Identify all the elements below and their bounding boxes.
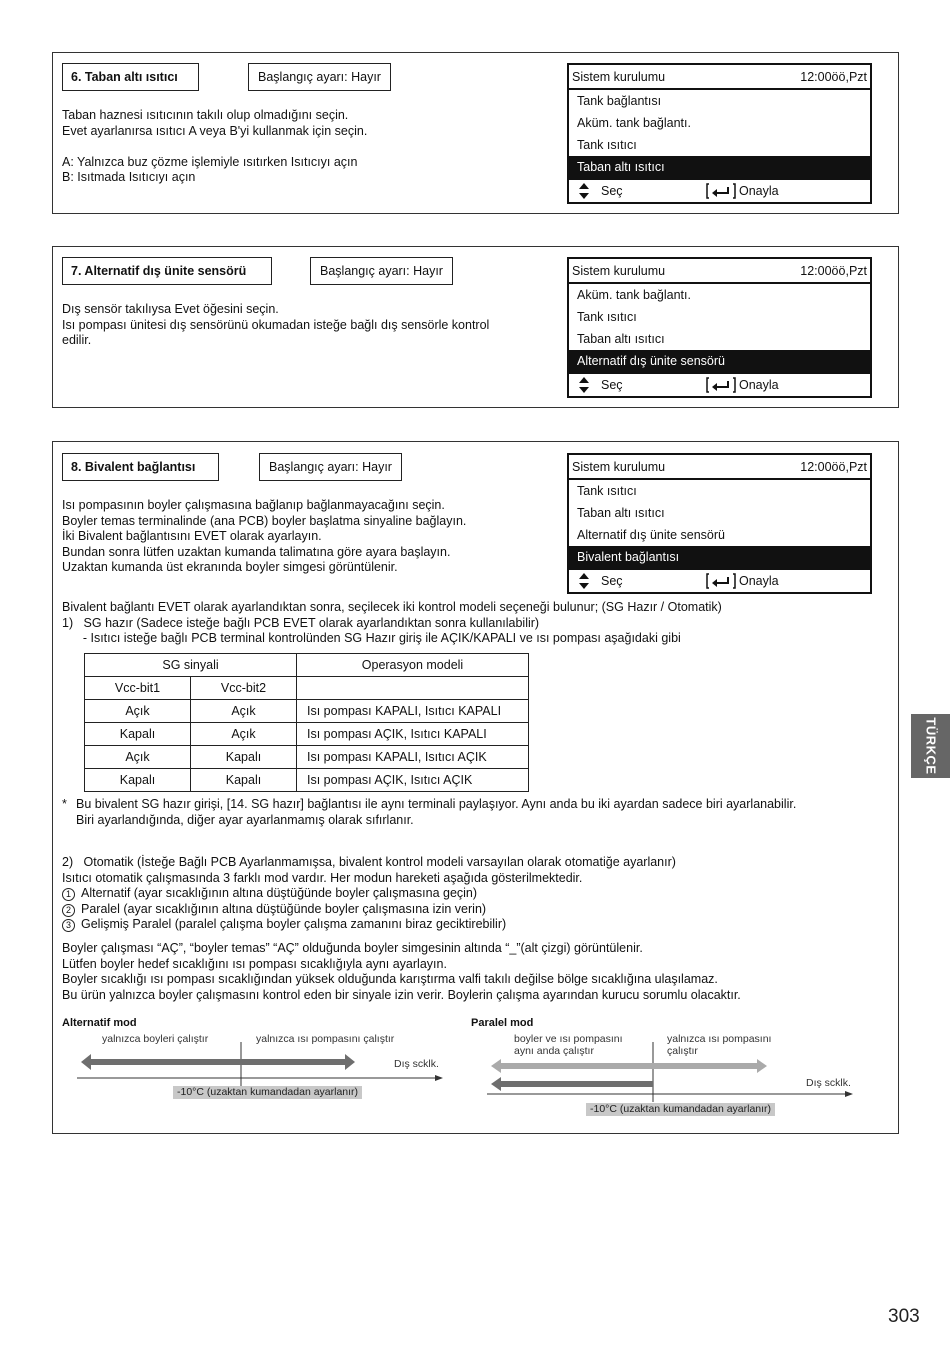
select-label: Seç — [601, 184, 623, 198]
table-row — [85, 746, 529, 769]
table-cell: Açık — [191, 700, 297, 723]
table-row — [85, 700, 529, 723]
screen-header — [569, 65, 870, 90]
paralel-mode-title: Paralel mod — [471, 1017, 534, 1029]
par-left-label-line: boyler ve ısı pompasını — [514, 1033, 623, 1045]
desc-line: edilir. — [62, 333, 92, 348]
desc-line: Isı pompası ünitesi dış sensörünü okumadan isteğe bağlı dış sensörle kontrol — [62, 317, 490, 332]
menu-item[interactable]: Aküm. tank bağlantı. — [577, 288, 691, 302]
alt-left-label: yalnızca boyleri çalıştır — [102, 1033, 209, 1045]
bivalent-note — [62, 797, 796, 828]
desc-line: A: Yalnızca buz çözme işlemiyle ısıtırken Isıtıcıyı açın — [62, 154, 358, 169]
section-description — [62, 108, 367, 186]
remote-screen — [567, 257, 872, 398]
menu-item[interactable]: Tank ısıtıcı — [577, 138, 637, 152]
axis-arrow-icon — [435, 1075, 443, 1081]
table-cell: Açık — [85, 700, 191, 723]
alternatif-mode-title: Alternatif mod — [62, 1017, 137, 1029]
language-tab — [911, 714, 950, 778]
screen-footer — [569, 568, 870, 592]
section-description — [62, 302, 489, 349]
intro-line: 1) SG hazır (Sadece isteğe bağlı PCB EVET olarak ayarlandıktan sonra kullanılabilir) — [62, 615, 540, 630]
page-number: 303 — [888, 1306, 920, 1327]
section-taban-alti-isitici — [52, 52, 899, 214]
section-alternatif-dis-unite-sensoru — [52, 246, 899, 408]
par-right-label-line: yalnızca ısı pompasını — [667, 1033, 772, 1045]
table-row — [85, 723, 529, 746]
menu-item[interactable]: Taban altı ısıtıcı — [577, 506, 665, 520]
desc-line: Taban haznesi ısıtıcının takılı olup olmadığını seçin. — [62, 108, 349, 122]
closing-line: Boyler sıcaklığı ısı pompası sıcaklığından yüksek olduğunda karıştırma valfi takılı değilse bölge sıcaklığına ulaşılamaz. — [62, 972, 718, 987]
section-description — [62, 498, 466, 576]
table-header-signal: SG sinyali — [85, 654, 297, 677]
initial-setting: Başlangıç ayarı: Hayır — [248, 63, 391, 91]
intro-line: - Isıtıcı isteğe bağlı PCB terminal kontrolünden SG Hazır giriş ile AÇIK/KAPALI ve ısı pompası aşağıdaki gibi — [62, 631, 681, 646]
intro-line: Bivalent bağlantı EVET olarak ayarlandıktan sonra, seçilecek iki kontrol modeli seçeneği bulunur; (SG Hazır / Otomatik) — [62, 600, 722, 614]
menu-item[interactable]: Aküm. tank bağlantı. — [577, 116, 691, 130]
mode-item — [62, 917, 676, 933]
section-title: 7. Alternatif dış ünite sensörü — [62, 257, 272, 285]
section-bivalent-baglantisi — [52, 441, 899, 1134]
alternatif-mode-diagram — [73, 1042, 453, 1087]
par-threshold-label: -10°C (uzaktan kumandadan ayarlanır) — [586, 1103, 775, 1116]
desc-line: Boyler temas terminalinde (ana PCB) boyler başlatma sinyaline bağlayın. — [62, 513, 467, 528]
menu-item[interactable]: Alternatif dış ünite sensörü — [577, 528, 725, 542]
circled-number: 2 — [62, 904, 75, 917]
confirm-label: Onayla — [739, 378, 779, 392]
enter-icon — [706, 183, 736, 199]
table-cell: Kapalı — [191, 769, 297, 792]
note-asterisk: * — [62, 797, 67, 811]
table-sub-col1: Vcc-bit1 — [85, 677, 191, 700]
desc-line: B: Isıtmada Isıtıcıyı açın — [62, 170, 196, 185]
par-axis-label: Dış scklk. — [806, 1077, 851, 1089]
desc-line: Uzaktan kumanda üst ekranında boyler simgesi görüntülenir. — [62, 560, 398, 575]
heat-pump-bar-arrow — [491, 1059, 767, 1073]
screen-title: Sistem kurulumu — [572, 459, 666, 474]
remote-screen — [567, 453, 872, 594]
remote-screen — [567, 63, 872, 204]
table-row — [85, 769, 529, 792]
screen-footer — [569, 178, 870, 202]
table-subheader-row — [85, 677, 529, 700]
screen-title: Sistem kurulumu — [572, 263, 666, 278]
alt-right-label: yalnızca ısı pompasını çalıştır — [256, 1033, 395, 1045]
confirm-label: Onayla — [739, 574, 779, 588]
confirm-label: Onayla — [739, 184, 779, 198]
menu-item[interactable]: Tank bağlantısı — [577, 94, 662, 108]
up-down-arrow-icon — [578, 376, 590, 394]
bivalent-auto — [62, 855, 676, 933]
operation-bar-arrow — [81, 1054, 355, 1070]
auto-line: Isıtıcı otomatik çalışmasında 3 farklı mod vardır. Her modun hareketi aşağıda gösterilmektedir. — [62, 870, 583, 885]
language-tab-label: TÜRKÇE — [923, 717, 938, 775]
desc-line: Bundan sonra lütfen uzaktan kumanda talimatına göre ayara başlayın. — [62, 544, 451, 559]
table-cell: Isı pompası KAPALI, Isıtıcı AÇIK — [297, 746, 529, 769]
table-header-row — [85, 654, 529, 677]
enter-icon — [706, 377, 736, 393]
menu-item[interactable]: Tank ısıtıcı — [577, 484, 637, 498]
screen-time: 12:00öö,Pzt — [800, 263, 867, 278]
alt-threshold-label: -10°C (uzaktan kumandadan ayarlanır) — [173, 1086, 362, 1099]
screen-header — [569, 259, 870, 284]
select-label: Seç — [601, 378, 623, 392]
axis-arrow-icon — [845, 1091, 853, 1097]
initial-setting: Başlangıç ayarı: Hayır — [310, 257, 453, 285]
up-down-arrow-icon — [578, 572, 590, 590]
par-right-label-line: çalıştır — [667, 1045, 698, 1057]
bivalent-intro — [62, 600, 722, 647]
menu-item-selected[interactable]: Alternatif dış ünite sensörü — [569, 350, 870, 372]
table-cell: Isı pompası AÇIK, Isıtıcı KAPALI — [297, 723, 529, 746]
closing-line: Bu ürün yalnızca boyler çalışmasını kontrol eden bir sinyale izin verir. Boylerin çalışma ayarından kurucu sorumlu olacaktır. — [62, 987, 741, 1002]
table-cell: Açık — [191, 723, 297, 746]
desc-line: İki Bivalent bağlantısını EVET olarak ayarlayın. — [62, 529, 322, 544]
auto-line: 2) Otomatik (İsteğe Bağlı PCB Ayarlanmamışsa, bivalent kontrol modeli varsayılan olarak otomatiğe ayarlanır) — [62, 855, 676, 869]
paralel-mode-diagram — [483, 1042, 863, 1102]
alt-axis-label: Dış scklk. — [394, 1058, 439, 1070]
bivalent-closing — [62, 941, 741, 1003]
mode-text: Paralel (ayar sıcaklığının altına düştüğünde boyler çalışmasına izin verin) — [81, 901, 487, 916]
circled-number: 1 — [62, 888, 75, 901]
circled-number: 3 — [62, 919, 75, 932]
note-line: Biri ayarlandığında, diğer ayar ayarlanmamış olarak sıfırlanır. — [76, 812, 414, 827]
par-left-label-line: aynı anda çalıştır — [514, 1045, 594, 1057]
screen-header — [569, 455, 870, 480]
table-cell — [297, 677, 529, 700]
desc-line: Isı pompasının boyler çalışmasına bağlanıp bağlanmayacağını seçin. — [62, 498, 445, 512]
up-down-arrow-icon — [578, 182, 590, 200]
enter-icon — [706, 573, 736, 589]
section-title: 6. Taban altı ısıtıcı — [62, 63, 199, 91]
mode-item — [62, 902, 676, 918]
menu-item-selected[interactable]: Taban altı ısıtıcı — [569, 156, 870, 178]
table-header-mode: Operasyon modeli — [297, 654, 529, 677]
section-title: 8. Bivalent bağlantısı — [62, 453, 219, 481]
menu-item[interactable]: Taban altı ısıtıcı — [577, 332, 665, 346]
table-cell: Isı pompası AÇIK, Isıtıcı AÇIK — [297, 769, 529, 792]
note-line: Bu bivalent SG hazır girişi, [14. SG hazır] bağlantısı ile aynı terminali paylaşıyor. Aynı anda bu iki ayardan sadece biri ayarlanabilir. — [76, 797, 797, 811]
table-cell: Isı pompası KAPALI, Isıtıcı KAPALI — [297, 700, 529, 723]
screen-footer — [569, 372, 870, 396]
table-sub-col2: Vcc-bit2 — [191, 677, 297, 700]
screen-time: 12:00öö,Pzt — [800, 459, 867, 474]
table-cell: Kapalı — [191, 746, 297, 769]
screen-time: 12:00öö,Pzt — [800, 69, 867, 84]
boiler-bar-arrow — [491, 1077, 653, 1091]
table-cell: Kapalı — [85, 769, 191, 792]
initial-setting: Başlangıç ayarı: Hayır — [259, 453, 402, 481]
desc-line: Evet ayarlanırsa ısıtıcı A veya B'yi kullanmak için seçin. — [62, 123, 368, 138]
table-cell: Açık — [85, 746, 191, 769]
mode-text: Alternatif (ayar sıcaklığının altına düştüğünde boyler çalışmasına geçin) — [81, 886, 478, 901]
screen-title: Sistem kurulumu — [572, 69, 666, 84]
closing-line: Lütfen boyler hedef sıcaklığını ısı pompası sıcaklığıyla aynı ayarlayın. — [62, 956, 447, 971]
select-label: Seç — [601, 574, 623, 588]
table-cell: Kapalı — [85, 723, 191, 746]
mode-text: Gelişmiş Paralel (paralel çalışma boyler çalışma zamanını biraz geciktirebilir) — [81, 917, 507, 932]
desc-line: Dış sensör takılıysa Evet öğesini seçin. — [62, 302, 279, 316]
menu-item[interactable]: Tank ısıtıcı — [577, 310, 637, 324]
menu-item-selected[interactable]: Bivalent bağlantısı — [569, 546, 870, 568]
closing-line: Boyler çalışması “AÇ”, “boyler temas” “AÇ” olduğunda boyler simgesinin altında “_”(alt çizgi) görüntülenir. — [62, 941, 643, 955]
mode-item — [62, 886, 676, 902]
sg-signal-table — [84, 653, 529, 792]
